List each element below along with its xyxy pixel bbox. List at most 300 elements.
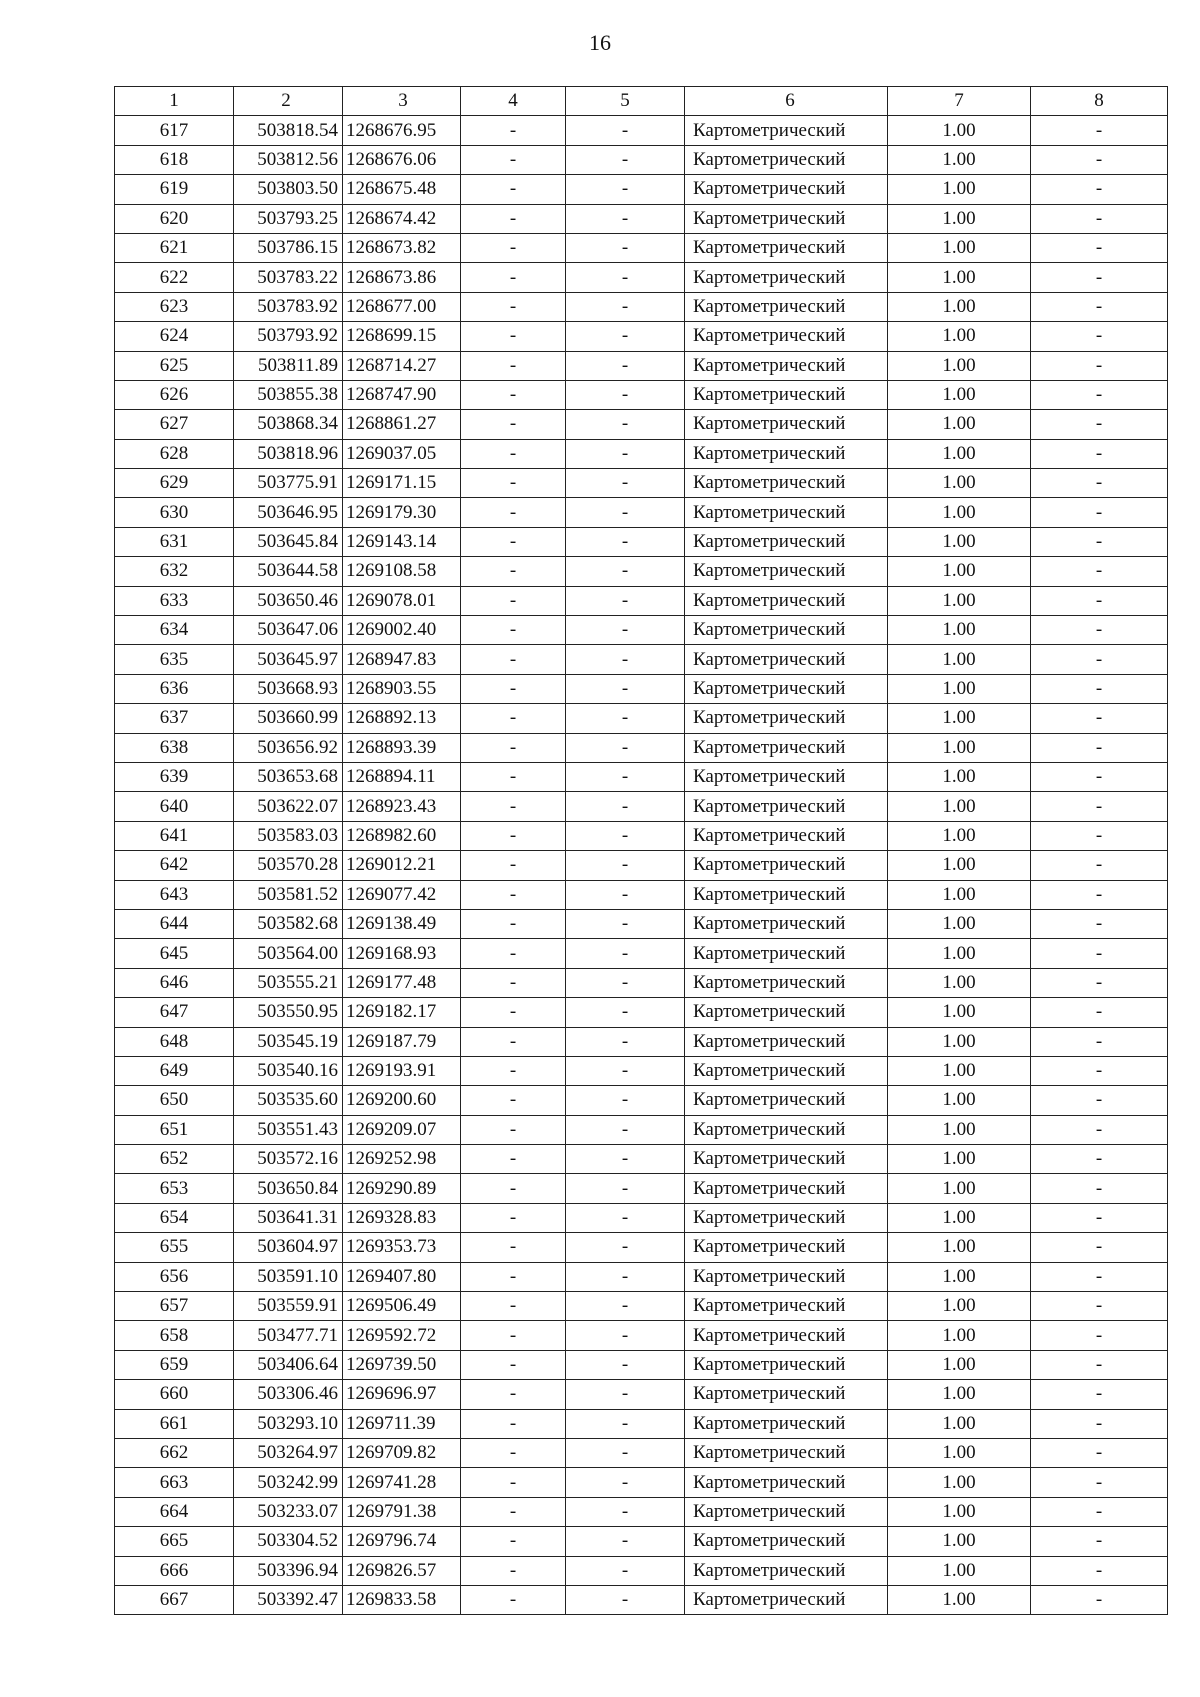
point-number: 628	[115, 439, 234, 468]
method-cell: Картометрический	[685, 292, 888, 321]
accuracy-cell: 1.00	[888, 1409, 1031, 1438]
cell-col4: -	[461, 586, 566, 615]
cell-col4: -	[461, 1409, 566, 1438]
accuracy-cell: 1.00	[888, 322, 1031, 351]
coordinate-x: 503793.25	[234, 204, 343, 233]
table-row	[115, 704, 1168, 733]
table-row	[115, 1203, 1168, 1232]
method-cell: Картометрический	[685, 1056, 888, 1085]
cell-col4: -	[461, 645, 566, 674]
method-cell: Картометрический	[685, 733, 888, 762]
cell-col4: -	[461, 175, 566, 204]
method-cell: Картометрический	[685, 851, 888, 880]
cell-col4: -	[461, 616, 566, 645]
point-number: 629	[115, 469, 234, 498]
coordinate-x: 503647.06	[234, 616, 343, 645]
method-cell: Картометрический	[685, 1556, 888, 1585]
cell-col4: -	[461, 322, 566, 351]
point-number: 666	[115, 1556, 234, 1585]
point-number: 653	[115, 1174, 234, 1203]
cell-col5: -	[566, 1086, 685, 1115]
cell-col5: -	[566, 792, 685, 821]
method-cell: Картометрический	[685, 1585, 888, 1614]
cell-col5: -	[566, 1527, 685, 1556]
cell-col5: -	[566, 380, 685, 409]
coordinate-y: 1268893.39	[343, 733, 461, 762]
coordinate-y: 1268676.06	[343, 145, 461, 174]
accuracy-cell: 1.00	[888, 1497, 1031, 1526]
coordinate-x: 503406.64	[234, 1350, 343, 1379]
method-cell: Картометрический	[685, 1115, 888, 1144]
method-cell: Картометрический	[685, 1027, 888, 1056]
method-cell: Картометрический	[685, 998, 888, 1027]
cell-col4: -	[461, 1056, 566, 1085]
cell-col4: -	[461, 1174, 566, 1203]
table-row	[115, 968, 1168, 997]
cell-col5: -	[566, 821, 685, 850]
accuracy-cell: 1.00	[888, 1262, 1031, 1291]
point-number: 648	[115, 1027, 234, 1056]
coordinate-y: 1268982.60	[343, 821, 461, 850]
point-number: 651	[115, 1115, 234, 1144]
point-number: 634	[115, 616, 234, 645]
method-cell: Картометрический	[685, 1350, 888, 1379]
point-number: 664	[115, 1497, 234, 1526]
table-row	[115, 1027, 1168, 1056]
coordinate-x: 503650.84	[234, 1174, 343, 1203]
cell-col8: -	[1031, 204, 1168, 233]
cell-col4: -	[461, 1086, 566, 1115]
coordinate-y: 1269012.21	[343, 851, 461, 880]
table-row	[115, 1380, 1168, 1409]
coordinate-x: 503477.71	[234, 1321, 343, 1350]
table-row	[115, 674, 1168, 703]
coordinate-y: 1268675.48	[343, 175, 461, 204]
cell-col4: -	[461, 410, 566, 439]
cell-col8: -	[1031, 1438, 1168, 1467]
coordinate-y: 1269187.79	[343, 1027, 461, 1056]
cell-col5: -	[566, 351, 685, 380]
accuracy-cell: 1.00	[888, 968, 1031, 997]
coordinate-y: 1269078.01	[343, 586, 461, 615]
coordinate-y: 1269407.80	[343, 1262, 461, 1291]
cell-col4: -	[461, 292, 566, 321]
table-body	[115, 116, 1168, 1615]
cell-col4: -	[461, 1203, 566, 1232]
cell-col4: -	[461, 1350, 566, 1379]
cell-col8: -	[1031, 233, 1168, 262]
accuracy-cell: 1.00	[888, 292, 1031, 321]
cell-col4: -	[461, 1321, 566, 1350]
cell-col8: -	[1031, 704, 1168, 733]
coordinate-y: 1268903.55	[343, 674, 461, 703]
cell-col8: -	[1031, 116, 1168, 145]
method-cell: Картометрический	[685, 263, 888, 292]
table-row	[115, 586, 1168, 615]
table-row	[115, 1585, 1168, 1614]
point-number: 652	[115, 1145, 234, 1174]
coordinate-y: 1268892.13	[343, 704, 461, 733]
coordinate-x: 503550.95	[234, 998, 343, 1027]
table-row	[115, 1233, 1168, 1262]
cell-col8: -	[1031, 1203, 1168, 1232]
method-cell: Картометрический	[685, 1438, 888, 1467]
accuracy-cell: 1.00	[888, 616, 1031, 645]
cell-col5: -	[566, 498, 685, 527]
cell-col4: -	[461, 263, 566, 292]
point-number: 625	[115, 351, 234, 380]
cell-col5: -	[566, 1027, 685, 1056]
coordinate-y: 1269328.83	[343, 1203, 461, 1232]
coordinate-x: 503645.97	[234, 645, 343, 674]
cell-col8: -	[1031, 469, 1168, 498]
method-cell: Картометрический	[685, 1145, 888, 1174]
cell-col4: -	[461, 1527, 566, 1556]
cell-col5: -	[566, 1468, 685, 1497]
accuracy-cell: 1.00	[888, 233, 1031, 262]
table-row	[115, 469, 1168, 498]
coordinate-x: 503559.91	[234, 1292, 343, 1321]
cell-col5: -	[566, 1145, 685, 1174]
coordinate-x: 503622.07	[234, 792, 343, 821]
table-row	[115, 909, 1168, 938]
table-row	[115, 145, 1168, 174]
coordinate-x: 503582.68	[234, 909, 343, 938]
table-row	[115, 1174, 1168, 1203]
table-row	[115, 1086, 1168, 1115]
cell-col4: -	[461, 821, 566, 850]
coordinate-x: 503818.96	[234, 439, 343, 468]
accuracy-cell: 1.00	[888, 1203, 1031, 1232]
point-number: 618	[115, 145, 234, 174]
cell-col4: -	[461, 557, 566, 586]
cell-col5: -	[566, 1438, 685, 1467]
table-row	[115, 380, 1168, 409]
coordinate-x: 503783.92	[234, 292, 343, 321]
accuracy-cell: 1.00	[888, 1027, 1031, 1056]
cell-col5: -	[566, 1174, 685, 1203]
point-number: 658	[115, 1321, 234, 1350]
method-cell: Картометрический	[685, 586, 888, 615]
point-number: 626	[115, 380, 234, 409]
table-row	[115, 1321, 1168, 1350]
cell-col8: -	[1031, 616, 1168, 645]
accuracy-cell: 1.00	[888, 704, 1031, 733]
column-header: 3	[343, 87, 461, 116]
cell-col8: -	[1031, 645, 1168, 674]
coordinate-x: 503660.99	[234, 704, 343, 733]
cell-col4: -	[461, 1438, 566, 1467]
coordinate-x: 503650.46	[234, 586, 343, 615]
coordinate-y: 1268714.27	[343, 351, 461, 380]
cell-col4: -	[461, 527, 566, 556]
cell-col8: -	[1031, 1115, 1168, 1144]
cell-col4: -	[461, 1262, 566, 1291]
point-number: 644	[115, 909, 234, 938]
point-number: 623	[115, 292, 234, 321]
cell-col5: -	[566, 645, 685, 674]
accuracy-cell: 1.00	[888, 410, 1031, 439]
coordinate-y: 1269108.58	[343, 557, 461, 586]
coordinate-x: 503818.54	[234, 116, 343, 145]
cell-col8: -	[1031, 1321, 1168, 1350]
point-number: 662	[115, 1438, 234, 1467]
coordinate-y: 1268674.42	[343, 204, 461, 233]
point-number: 627	[115, 410, 234, 439]
accuracy-cell: 1.00	[888, 733, 1031, 762]
table-row	[115, 1497, 1168, 1526]
accuracy-cell: 1.00	[888, 792, 1031, 821]
accuracy-cell: 1.00	[888, 645, 1031, 674]
coordinate-x: 503868.34	[234, 410, 343, 439]
cell-col5: -	[566, 1497, 685, 1526]
method-cell: Картометрический	[685, 557, 888, 586]
point-number: 617	[115, 116, 234, 145]
cell-col4: -	[461, 1556, 566, 1585]
table-row	[115, 1292, 1168, 1321]
point-number: 631	[115, 527, 234, 556]
cell-col5: -	[566, 410, 685, 439]
cell-col8: -	[1031, 968, 1168, 997]
coordinate-y: 1269171.15	[343, 469, 461, 498]
coordinate-x: 503242.99	[234, 1468, 343, 1497]
cell-col5: -	[566, 145, 685, 174]
method-cell: Картометрический	[685, 498, 888, 527]
accuracy-cell: 1.00	[888, 1527, 1031, 1556]
method-cell: Картометрический	[685, 175, 888, 204]
method-cell: Картометрический	[685, 1203, 888, 1232]
cell-col4: -	[461, 1027, 566, 1056]
cell-col4: -	[461, 704, 566, 733]
accuracy-cell: 1.00	[888, 204, 1031, 233]
cell-col8: -	[1031, 792, 1168, 821]
method-cell: Картометрический	[685, 704, 888, 733]
cell-col5: -	[566, 733, 685, 762]
coordinate-y: 1269826.57	[343, 1556, 461, 1585]
column-header: 7	[888, 87, 1031, 116]
method-cell: Картометрический	[685, 527, 888, 556]
cell-col5: -	[566, 586, 685, 615]
table-row	[115, 1527, 1168, 1556]
accuracy-cell: 1.00	[888, 1086, 1031, 1115]
point-number: 640	[115, 792, 234, 821]
coordinate-y: 1269353.73	[343, 1233, 461, 1262]
table-row	[115, 880, 1168, 909]
coordinate-x: 503572.16	[234, 1145, 343, 1174]
cell-col5: -	[566, 1380, 685, 1409]
coordinate-y: 1269739.50	[343, 1350, 461, 1379]
table-row	[115, 1556, 1168, 1585]
coordinate-y: 1268673.82	[343, 233, 461, 262]
accuracy-cell: 1.00	[888, 998, 1031, 1027]
cell-col4: -	[461, 1585, 566, 1614]
coordinate-y: 1269709.82	[343, 1438, 461, 1467]
point-number: 620	[115, 204, 234, 233]
cell-col5: -	[566, 322, 685, 351]
point-number: 624	[115, 322, 234, 351]
column-header: 1	[115, 87, 234, 116]
cell-col5: -	[566, 998, 685, 1027]
cell-col5: -	[566, 1115, 685, 1144]
column-header: 4	[461, 87, 566, 116]
cell-col5: -	[566, 616, 685, 645]
table-row	[115, 1409, 1168, 1438]
cell-col8: -	[1031, 410, 1168, 439]
accuracy-cell: 1.00	[888, 1292, 1031, 1321]
cell-col8: -	[1031, 909, 1168, 938]
method-cell: Картометрический	[685, 645, 888, 674]
cell-col5: -	[566, 116, 685, 145]
point-number: 639	[115, 762, 234, 791]
point-number: 637	[115, 704, 234, 733]
method-cell: Картометрический	[685, 351, 888, 380]
table-row	[115, 821, 1168, 850]
cell-col4: -	[461, 204, 566, 233]
coordinate-y: 1269833.58	[343, 1585, 461, 1614]
accuracy-cell: 1.00	[888, 527, 1031, 556]
accuracy-cell: 1.00	[888, 1380, 1031, 1409]
method-cell: Картометрический	[685, 1086, 888, 1115]
cell-col8: -	[1031, 1233, 1168, 1262]
cell-col5: -	[566, 939, 685, 968]
cell-col8: -	[1031, 762, 1168, 791]
cell-col8: -	[1031, 1527, 1168, 1556]
table-row	[115, 439, 1168, 468]
table-row	[115, 175, 1168, 204]
cell-col8: -	[1031, 998, 1168, 1027]
table-row	[115, 1145, 1168, 1174]
accuracy-cell: 1.00	[888, 909, 1031, 938]
table-row	[115, 1438, 1168, 1467]
cell-col8: -	[1031, 145, 1168, 174]
coordinate-x: 503812.56	[234, 145, 343, 174]
point-number: 642	[115, 851, 234, 880]
cell-col4: -	[461, 380, 566, 409]
table-row	[115, 557, 1168, 586]
coordinate-y: 1269791.38	[343, 1497, 461, 1526]
method-cell: Картометрический	[685, 439, 888, 468]
cell-col4: -	[461, 1233, 566, 1262]
cell-col4: -	[461, 1497, 566, 1526]
table-row	[115, 998, 1168, 1027]
coordinate-x: 503646.95	[234, 498, 343, 527]
coordinate-x: 503535.60	[234, 1086, 343, 1115]
accuracy-cell: 1.00	[888, 1556, 1031, 1585]
coordinate-x: 503551.43	[234, 1115, 343, 1144]
accuracy-cell: 1.00	[888, 116, 1031, 145]
cell-col8: -	[1031, 1174, 1168, 1203]
table-row	[115, 204, 1168, 233]
coordinate-x: 503668.93	[234, 674, 343, 703]
coordinate-x: 503644.58	[234, 557, 343, 586]
cell-col4: -	[461, 1468, 566, 1497]
table-row	[115, 116, 1168, 145]
coordinate-y: 1269143.14	[343, 527, 461, 556]
cell-col8: -	[1031, 1468, 1168, 1497]
coordinates-table	[114, 86, 1168, 1615]
coordinate-x: 503793.92	[234, 322, 343, 351]
table-row	[115, 1468, 1168, 1497]
cell-col8: -	[1031, 733, 1168, 762]
point-number: 654	[115, 1203, 234, 1232]
cell-col8: -	[1031, 586, 1168, 615]
method-cell: Картометрический	[685, 469, 888, 498]
cell-col4: -	[461, 733, 566, 762]
coordinate-y: 1269168.93	[343, 939, 461, 968]
accuracy-cell: 1.00	[888, 175, 1031, 204]
coordinate-y: 1269506.49	[343, 1292, 461, 1321]
table-row	[115, 410, 1168, 439]
table-row	[115, 233, 1168, 262]
coordinate-x: 503645.84	[234, 527, 343, 556]
table-row	[115, 322, 1168, 351]
coordinate-x: 503540.16	[234, 1056, 343, 1085]
coordinate-x: 503803.50	[234, 175, 343, 204]
cell-col5: -	[566, 704, 685, 733]
coordinate-x: 503855.38	[234, 380, 343, 409]
method-cell: Картометрический	[685, 1380, 888, 1409]
cell-col5: -	[566, 968, 685, 997]
cell-col8: -	[1031, 527, 1168, 556]
accuracy-cell: 1.00	[888, 851, 1031, 880]
method-cell: Картометрический	[685, 821, 888, 850]
cell-col8: -	[1031, 175, 1168, 204]
table-row	[115, 851, 1168, 880]
coordinate-y: 1268747.90	[343, 380, 461, 409]
point-number: 649	[115, 1056, 234, 1085]
accuracy-cell: 1.00	[888, 1174, 1031, 1203]
method-cell: Картометрический	[685, 1262, 888, 1291]
point-number: 646	[115, 968, 234, 997]
cell-col4: -	[461, 233, 566, 262]
cell-col8: -	[1031, 1497, 1168, 1526]
coordinate-x: 503570.28	[234, 851, 343, 880]
column-header: 8	[1031, 87, 1168, 116]
column-header: 5	[566, 87, 685, 116]
method-cell: Картометрический	[685, 145, 888, 174]
coordinate-y: 1268923.43	[343, 792, 461, 821]
method-cell: Картометрический	[685, 880, 888, 909]
coordinate-y: 1269711.39	[343, 1409, 461, 1438]
cell-col5: -	[566, 1262, 685, 1291]
accuracy-cell: 1.00	[888, 762, 1031, 791]
cell-col5: -	[566, 233, 685, 262]
table-row	[115, 498, 1168, 527]
point-number: 657	[115, 1292, 234, 1321]
cell-col5: -	[566, 909, 685, 938]
cell-col8: -	[1031, 322, 1168, 351]
accuracy-cell: 1.00	[888, 674, 1031, 703]
cell-col5: -	[566, 1292, 685, 1321]
cell-col4: -	[461, 116, 566, 145]
coordinate-x: 503304.52	[234, 1527, 343, 1556]
table-row	[115, 792, 1168, 821]
accuracy-cell: 1.00	[888, 1438, 1031, 1467]
accuracy-cell: 1.00	[888, 1321, 1031, 1350]
point-number: 641	[115, 821, 234, 850]
table-row	[115, 1056, 1168, 1085]
cell-col8: -	[1031, 674, 1168, 703]
cell-col8: -	[1031, 1262, 1168, 1291]
cell-col5: -	[566, 674, 685, 703]
cell-col4: -	[461, 351, 566, 380]
cell-col5: -	[566, 175, 685, 204]
cell-col8: -	[1031, 1145, 1168, 1174]
cell-col4: -	[461, 469, 566, 498]
cell-col5: -	[566, 762, 685, 791]
coordinate-y: 1269002.40	[343, 616, 461, 645]
coordinate-y: 1269741.28	[343, 1468, 461, 1497]
